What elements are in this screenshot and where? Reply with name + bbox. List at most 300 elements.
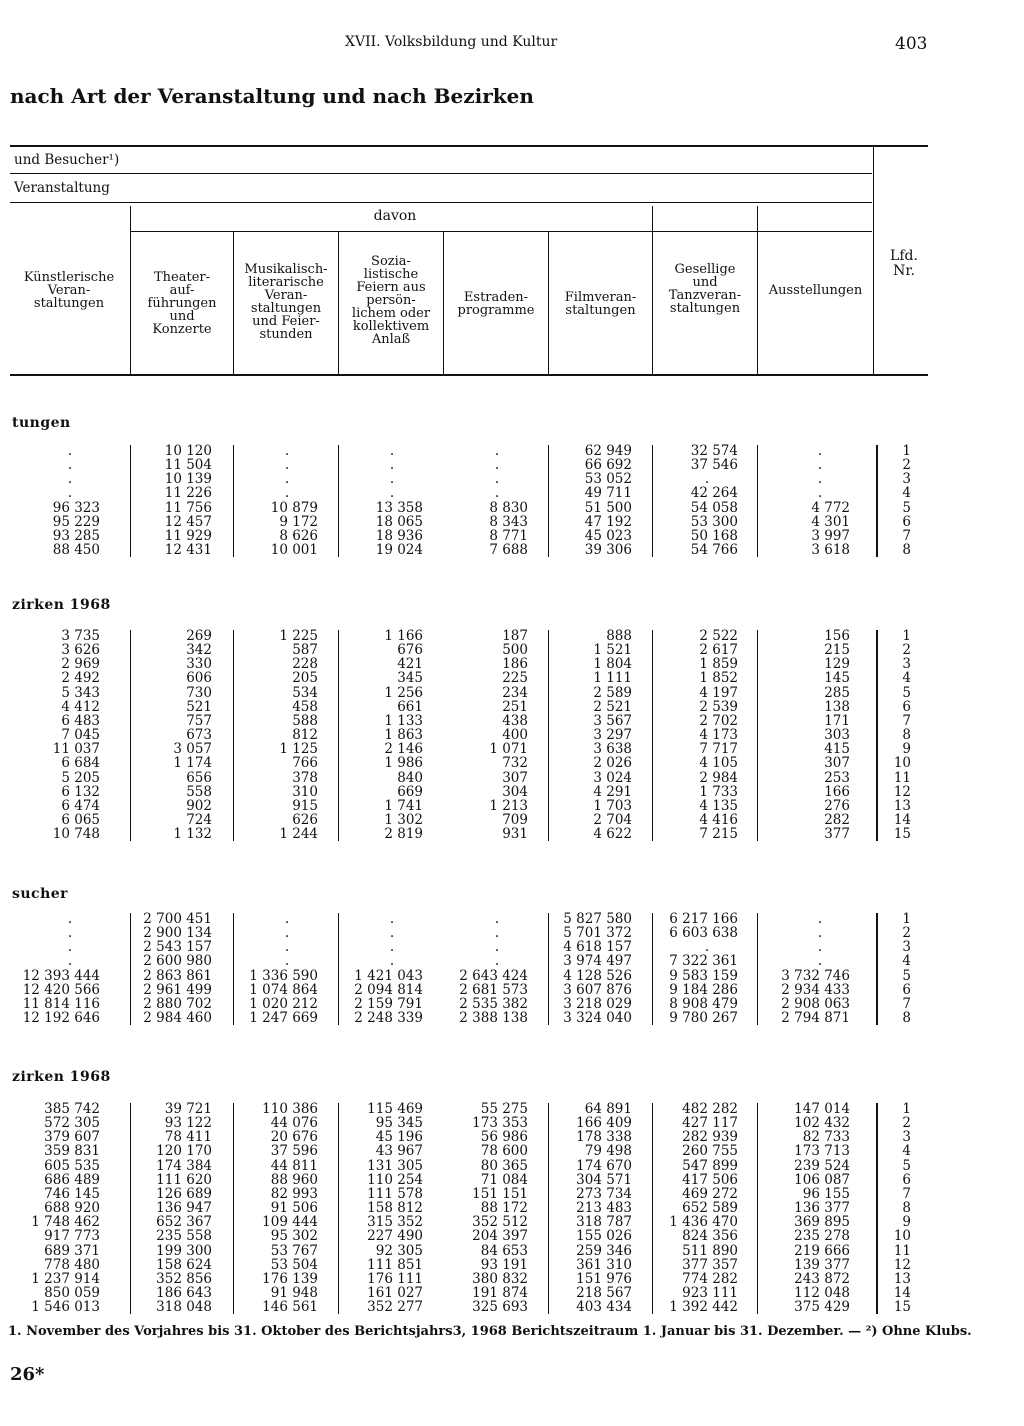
- table-cell: 228: [292, 656, 318, 673]
- table-cell: 850 059: [44, 1284, 100, 1301]
- table-cell: 8 343: [489, 513, 528, 530]
- table-cell: 20 676: [270, 1129, 318, 1146]
- table-cell: 4 197: [699, 684, 738, 701]
- table-cell: 2 026: [593, 755, 632, 772]
- table-top-rule: [10, 145, 928, 147]
- table-cell: 95 302: [270, 1228, 318, 1245]
- table-cell: 673: [186, 727, 212, 744]
- table-cell: 173 353: [472, 1115, 528, 1132]
- table-cell: 235 558: [156, 1228, 212, 1245]
- table-cell: 47 192: [584, 513, 632, 530]
- table-cell: 378: [292, 769, 318, 786]
- table-cell: 88 960: [270, 1171, 318, 1188]
- table-cell: 178 338: [576, 1129, 632, 1146]
- table-cell: 146 561: [262, 1299, 318, 1316]
- table-cell: 7 322 361: [669, 953, 738, 970]
- table-cell: 2 704: [593, 811, 632, 828]
- table-cell: 166: [824, 783, 850, 800]
- table-cell: 4 291: [593, 783, 632, 800]
- row-number-cell: 8: [902, 1010, 911, 1027]
- table-cell: 375 429: [794, 1299, 850, 1316]
- table-cell: 44 076: [270, 1115, 318, 1132]
- table-cell: .: [494, 457, 500, 474]
- table-cell: 11 037: [52, 741, 100, 758]
- table-cell: .: [494, 939, 500, 956]
- table-cell: .: [817, 925, 823, 942]
- table-cell: 2 539: [699, 698, 738, 715]
- table-cell: 482 282: [682, 1101, 738, 1117]
- table-cell: 12 431: [164, 542, 212, 559]
- table-cell: 746 145: [44, 1185, 100, 1202]
- table-cell: 109 444: [262, 1214, 318, 1231]
- table-cell: 44 811: [270, 1157, 318, 1174]
- column-separator: [876, 913, 878, 1025]
- table-cell: 3 732 746: [781, 967, 850, 984]
- row-number-cell: 1: [902, 911, 911, 927]
- row-number-cell: 5: [902, 967, 911, 984]
- table-cell: 606: [186, 670, 212, 687]
- table-cell: 11 226: [164, 485, 212, 502]
- table-cell: .: [284, 443, 290, 459]
- table-cell: 39 306: [584, 542, 632, 559]
- table-cell: 139 377: [794, 1256, 850, 1273]
- section-label: zirken 1968: [12, 1069, 111, 1085]
- table-cell: 174 670: [576, 1157, 632, 1174]
- table-cell: 93 191: [480, 1256, 528, 1273]
- table-cell: 469 272: [682, 1185, 738, 1202]
- table-cell: 689 371: [44, 1242, 100, 1259]
- table-cell: 56 986: [480, 1129, 528, 1146]
- table-cell: 225: [502, 670, 528, 687]
- row-number-cell: 7: [902, 527, 911, 544]
- table-cell: .: [817, 485, 823, 502]
- row-number-cell: 6: [902, 981, 911, 998]
- table-cell: 4 618 157: [563, 939, 632, 956]
- table-cell: 500: [502, 642, 528, 659]
- table-cell: 91 506: [270, 1200, 318, 1217]
- table-header-bottom-rule: [10, 374, 928, 376]
- table-cell: 5 701 372: [563, 925, 632, 942]
- table-cell: .: [67, 953, 73, 970]
- table-cell: 2 863 861: [143, 967, 212, 984]
- table-cell: 352 277: [367, 1299, 423, 1316]
- table-cell: 1 302: [384, 811, 423, 828]
- table-cell: 2 643 424: [459, 967, 528, 984]
- table-cell: 6 483: [61, 712, 100, 729]
- table-cell: 400: [502, 727, 528, 744]
- table-cell: 318 048: [156, 1299, 212, 1316]
- table-cell: 1 071: [489, 741, 528, 758]
- header-event: Veranstaltung: [14, 180, 110, 196]
- table-cell: 10 001: [270, 542, 318, 559]
- table-cell: 840: [397, 769, 423, 786]
- header-davon: davon: [373, 208, 417, 224]
- table-cell: 138: [824, 698, 850, 715]
- table-cell: 32 574: [690, 443, 738, 459]
- table-cell: 155 026: [576, 1228, 632, 1245]
- table-cell: 18 065: [375, 513, 423, 530]
- section-label: tungen: [12, 415, 71, 431]
- table-cell: 1 166: [384, 628, 423, 644]
- table-cell: .: [67, 939, 73, 956]
- table-cell: .: [284, 471, 290, 488]
- table-cell: 1 421 043: [354, 967, 423, 984]
- table-cell: 171: [824, 712, 850, 729]
- row-number-cell: 11: [893, 769, 911, 786]
- table-cell: 96 323: [52, 499, 100, 516]
- table-cell: 253: [824, 769, 850, 786]
- table-cell: 1 859: [699, 656, 738, 673]
- table-cell: 732: [502, 755, 528, 772]
- table-cell: 276: [824, 797, 850, 814]
- table-cell: 11 504: [164, 457, 212, 474]
- col-header-musikalisch: Musikalisch- literarische Veran- staltungen und Feier- stunden: [244, 262, 328, 342]
- table-cell: 369 895: [794, 1214, 850, 1231]
- table-cell: 1 733: [699, 783, 738, 800]
- table-cell: 352 856: [156, 1270, 212, 1287]
- table-cell: .: [817, 443, 823, 459]
- row-number-cell: 5: [902, 1157, 911, 1174]
- table-cell: 11 814 116: [22, 995, 100, 1012]
- table-cell: 458: [292, 698, 318, 715]
- table-cell: 173 713: [794, 1143, 850, 1160]
- table-cell: 2 543 157: [143, 939, 212, 956]
- table-cell: 260 755: [682, 1143, 738, 1160]
- table-cell: 4 301: [811, 513, 850, 530]
- table-cell: 3 735: [61, 628, 100, 644]
- table-cell: 330: [186, 656, 212, 673]
- table-cell: 62 949: [584, 443, 632, 459]
- table-cell: 239 524: [794, 1157, 850, 1174]
- table-cell: 766: [292, 755, 318, 772]
- table-cell: 12 393 444: [22, 967, 100, 984]
- row-number-cell: 7: [902, 1185, 911, 1202]
- table-cell: 1 132: [173, 826, 212, 843]
- page-signature: 26*: [10, 1364, 45, 1385]
- table-cell: .: [389, 457, 395, 474]
- table-cell: 39 721: [164, 1101, 212, 1117]
- table-cell: .: [67, 485, 73, 502]
- table-cell: 669: [397, 783, 423, 800]
- table-cell: 204 397: [472, 1228, 528, 1245]
- table-cell: 176 139: [262, 1270, 318, 1287]
- table-cell: 53 052: [584, 471, 632, 488]
- table-cell: 3 218 029: [563, 995, 632, 1012]
- table-cell: 95 345: [375, 1115, 423, 1132]
- table-cell: 652 589: [682, 1200, 738, 1217]
- table-cell: .: [817, 471, 823, 488]
- table-cell: 385 742: [44, 1101, 100, 1117]
- table-cell: 18 936: [375, 527, 423, 544]
- table-cell: 285: [824, 684, 850, 701]
- table-cell: 1 804: [593, 656, 632, 673]
- table-cell: 587: [292, 642, 318, 659]
- table-cell: 92 305: [375, 1242, 423, 1259]
- table-cell: 304 571: [576, 1171, 632, 1188]
- table-cell: 2 702: [699, 712, 738, 729]
- table-cell: 380 832: [472, 1270, 528, 1287]
- table-cell: 923 111: [682, 1284, 738, 1301]
- table-cell: 318 787: [576, 1214, 632, 1231]
- table-cell: 3 567: [593, 712, 632, 729]
- table-cell: 55 275: [480, 1101, 528, 1117]
- table-cell: 1 133: [384, 712, 423, 729]
- table-cell: .: [817, 953, 823, 970]
- table-cell: 54 766: [690, 542, 738, 559]
- table-cell: 4 412: [61, 698, 100, 715]
- table-cell: 282: [824, 811, 850, 828]
- table-cell: 778 480: [44, 1256, 100, 1273]
- row-number-cell: 4: [902, 485, 911, 502]
- table-cell: 5 827 580: [563, 911, 632, 927]
- table-cell: 1 225: [279, 628, 318, 644]
- table-cell: .: [284, 925, 290, 942]
- table-cell: 259 346: [576, 1242, 632, 1259]
- table-cell: 534: [292, 684, 318, 701]
- page-number: 403: [895, 34, 928, 54]
- table-cell: 78 411: [164, 1129, 212, 1146]
- table-cell: 342: [186, 642, 212, 659]
- table-cell: 1 244: [279, 826, 318, 843]
- table-cell: 166 409: [576, 1115, 632, 1132]
- table-cell: 191 874: [472, 1284, 528, 1301]
- table-cell: 66 692: [584, 457, 632, 474]
- table-cell: .: [494, 471, 500, 488]
- table-cell: 273 734: [576, 1185, 632, 1202]
- table-cell: 6 603 638: [669, 925, 738, 942]
- table-cell: 49 711: [584, 485, 632, 502]
- row-number-cell: 15: [893, 1299, 911, 1316]
- table-cell: 304: [502, 783, 528, 800]
- table-cell: 111 578: [367, 1185, 423, 1202]
- table-cell: 176 111: [367, 1270, 423, 1287]
- row-number-cell: 4: [902, 670, 911, 687]
- row-number-cell: 2: [902, 925, 911, 942]
- table-cell: 131 305: [367, 1157, 423, 1174]
- table-cell: 1 174: [173, 755, 212, 772]
- table-cell: 6 065: [61, 811, 100, 828]
- table-cell: 71 084: [480, 1171, 528, 1188]
- table-cell: 111 620: [156, 1171, 212, 1188]
- table-cell: 8 626: [279, 527, 318, 544]
- table-cell: .: [494, 953, 500, 970]
- table-cell: 4 105: [699, 755, 738, 772]
- section-header: XVII. Volksbildung und Kultur: [345, 34, 558, 50]
- table-cell: 377 357: [682, 1256, 738, 1273]
- row-number-cell: 13: [893, 797, 911, 814]
- table-cell: 161 027: [367, 1284, 423, 1301]
- table-cell: 136 377: [794, 1200, 850, 1217]
- table-cell: 315 352: [367, 1214, 423, 1231]
- table-cell: 4 772: [811, 499, 850, 516]
- table-cell: 9 172: [279, 513, 318, 530]
- table-cell: 10 139: [164, 471, 212, 488]
- table-cell: 51 500: [584, 499, 632, 516]
- table-cell: 1 546 013: [31, 1299, 100, 1316]
- row-number-cell: 6: [902, 698, 911, 715]
- table-cell: .: [284, 911, 290, 927]
- table-cell: 50 168: [690, 527, 738, 544]
- table-cell: 5 343: [61, 684, 100, 701]
- row-number-cell: 2: [902, 1115, 911, 1132]
- row-number-cell: 9: [902, 1214, 911, 1231]
- table-cell: 2 388 138: [459, 1010, 528, 1027]
- table-cell: 12 420 566: [22, 981, 100, 998]
- row-number-cell: 7: [902, 712, 911, 729]
- table-cell: 2 961 499: [143, 981, 212, 998]
- table-cell: 213 483: [576, 1200, 632, 1217]
- row-number-cell: 11: [893, 1242, 911, 1259]
- table-cell: .: [67, 471, 73, 488]
- table-cell: 120 170: [156, 1143, 212, 1160]
- table-cell: 234: [502, 684, 528, 701]
- table-cell: .: [704, 471, 710, 488]
- table-cell: 730: [186, 684, 212, 701]
- table-cell: 403 434: [576, 1299, 632, 1316]
- table-cell: 45 196: [375, 1129, 423, 1146]
- table-cell: 13 358: [375, 499, 423, 516]
- table-cell: 361 310: [576, 1256, 632, 1273]
- table-cell: 8 908 479: [669, 995, 738, 1012]
- page-title: nach Art der Veranstaltung und nach Bezirken: [10, 84, 534, 108]
- table-cell: 5 205: [61, 769, 100, 786]
- row-number-cell: 8: [902, 1200, 911, 1217]
- table-cell: 427 117: [682, 1115, 738, 1132]
- table-cell: 6 132: [61, 783, 100, 800]
- row-number-cell: 2: [902, 457, 911, 474]
- row-number-cell: 14: [893, 1284, 911, 1301]
- table-cell: .: [817, 911, 823, 927]
- table-cell: 2 700 451: [143, 911, 212, 927]
- table-cell: 102 432: [794, 1115, 850, 1132]
- table-cell: 227 490: [367, 1228, 423, 1245]
- table-cell: 2 159 791: [354, 995, 423, 1012]
- table-cell: 2 522: [699, 628, 738, 644]
- table-cell: 2 934 433: [781, 981, 850, 998]
- table-cell: 7 045: [61, 727, 100, 744]
- row-number-cell: 8: [902, 727, 911, 744]
- table-cell: .: [817, 457, 823, 474]
- table-cell: 4 128 526: [563, 967, 632, 984]
- table-cell: 1 741: [384, 797, 423, 814]
- table-cell: 2 794 871: [781, 1010, 850, 1027]
- table-cell: 205: [292, 670, 318, 687]
- table-cell: 2 984 460: [143, 1010, 212, 1027]
- table-cell: 709: [502, 811, 528, 828]
- table-cell: 96 155: [802, 1185, 850, 1202]
- table-cell: 724: [186, 811, 212, 828]
- table-cell: 219 666: [794, 1242, 850, 1259]
- col-header-gesellige: Gesellige und Tanzveran- staltungen: [668, 262, 742, 316]
- table-cell: 626: [292, 811, 318, 828]
- table-cell: 8 830: [489, 499, 528, 516]
- table-cell: 379 607: [44, 1129, 100, 1146]
- table-cell: 79 498: [584, 1143, 632, 1160]
- table-cell: 4 622: [593, 826, 632, 843]
- table-cell: 10 748: [52, 826, 100, 843]
- table-rule: [130, 231, 872, 232]
- table-cell: 88 450: [52, 542, 100, 559]
- table-cell: 11 929: [164, 527, 212, 544]
- row-number-cell: 10: [893, 1228, 911, 1245]
- table-cell: 93 285: [52, 527, 100, 544]
- table-cell: 2 900 134: [143, 925, 212, 942]
- table-cell: 2 969: [61, 656, 100, 673]
- table-cell: 9 780 267: [669, 1010, 738, 1027]
- table-cell: 156: [824, 628, 850, 644]
- table-cell: 43 967: [375, 1143, 423, 1160]
- table-cell: 3 638: [593, 741, 632, 758]
- table-cell: .: [284, 485, 290, 502]
- table-cell: 2 589: [593, 684, 632, 701]
- table-cell: 676: [397, 642, 423, 659]
- row-number-cell: 6: [902, 1171, 911, 1188]
- row-number-cell: 3: [902, 1129, 911, 1146]
- table-cell: 307: [824, 755, 850, 772]
- table-cell: 19 024: [375, 542, 423, 559]
- table-cell: 902: [186, 797, 212, 814]
- row-number-cell: 5: [902, 684, 911, 701]
- table-cell: 661: [397, 698, 423, 715]
- table-cell: 2 681 573: [459, 981, 528, 998]
- table-cell: 547 899: [682, 1157, 738, 1174]
- table-cell: 511 890: [682, 1242, 738, 1259]
- table-cell: 158 624: [156, 1256, 212, 1273]
- col-header-kuenstlerische: Künstlerische Veran- staltungen: [23, 270, 115, 311]
- row-number-cell: 13: [893, 1270, 911, 1287]
- table-cell: 310: [292, 783, 318, 800]
- table-cell: 6 474: [61, 797, 100, 814]
- table-cell: 3 057: [173, 741, 212, 758]
- table-cell: 9 583 159: [669, 967, 738, 984]
- table-cell: 1 748 462: [31, 1214, 100, 1231]
- table-cell: 7 717: [699, 741, 738, 758]
- table-cell: 187: [502, 628, 528, 644]
- table-cell: 4 135: [699, 797, 738, 814]
- section-label: sucher: [12, 886, 69, 902]
- table-cell: 54 058: [690, 499, 738, 516]
- table-cell: 186 643: [156, 1284, 212, 1301]
- table-cell: .: [817, 939, 823, 956]
- table-cell: 774 282: [682, 1270, 738, 1287]
- table-cell: 1 703: [593, 797, 632, 814]
- table-cell: 1 020 212: [249, 995, 318, 1012]
- table-cell: 6 217 166: [669, 911, 738, 927]
- table-cell: 8 771: [489, 527, 528, 544]
- table-cell: 421: [397, 656, 423, 673]
- table-cell: 1 213: [489, 797, 528, 814]
- table-cell: 45 023: [584, 527, 632, 544]
- table-cell: 84 653: [480, 1242, 528, 1259]
- table-cell: 110 254: [367, 1171, 423, 1188]
- table-cell: 303: [824, 727, 850, 744]
- table-cell: 2 908 063: [781, 995, 850, 1012]
- table-cell: 136 947: [156, 1200, 212, 1217]
- col-header-ausstellungen: Ausstellungen: [768, 283, 863, 298]
- table-cell: 9 184 286: [669, 981, 738, 998]
- table-cell: 757: [186, 712, 212, 729]
- table-cell: 1 521: [593, 642, 632, 659]
- table-cell: 106 087: [794, 1171, 850, 1188]
- table-cell: 251: [502, 698, 528, 715]
- table-cell: 3 607 876: [563, 981, 632, 998]
- table-cell: 2 094 814: [354, 981, 423, 998]
- table-cell: 2 617: [699, 642, 738, 659]
- table-cell: .: [67, 457, 73, 474]
- table-cell: .: [389, 443, 395, 459]
- table-cell: 521: [186, 698, 212, 715]
- table-cell: 243 872: [794, 1270, 850, 1287]
